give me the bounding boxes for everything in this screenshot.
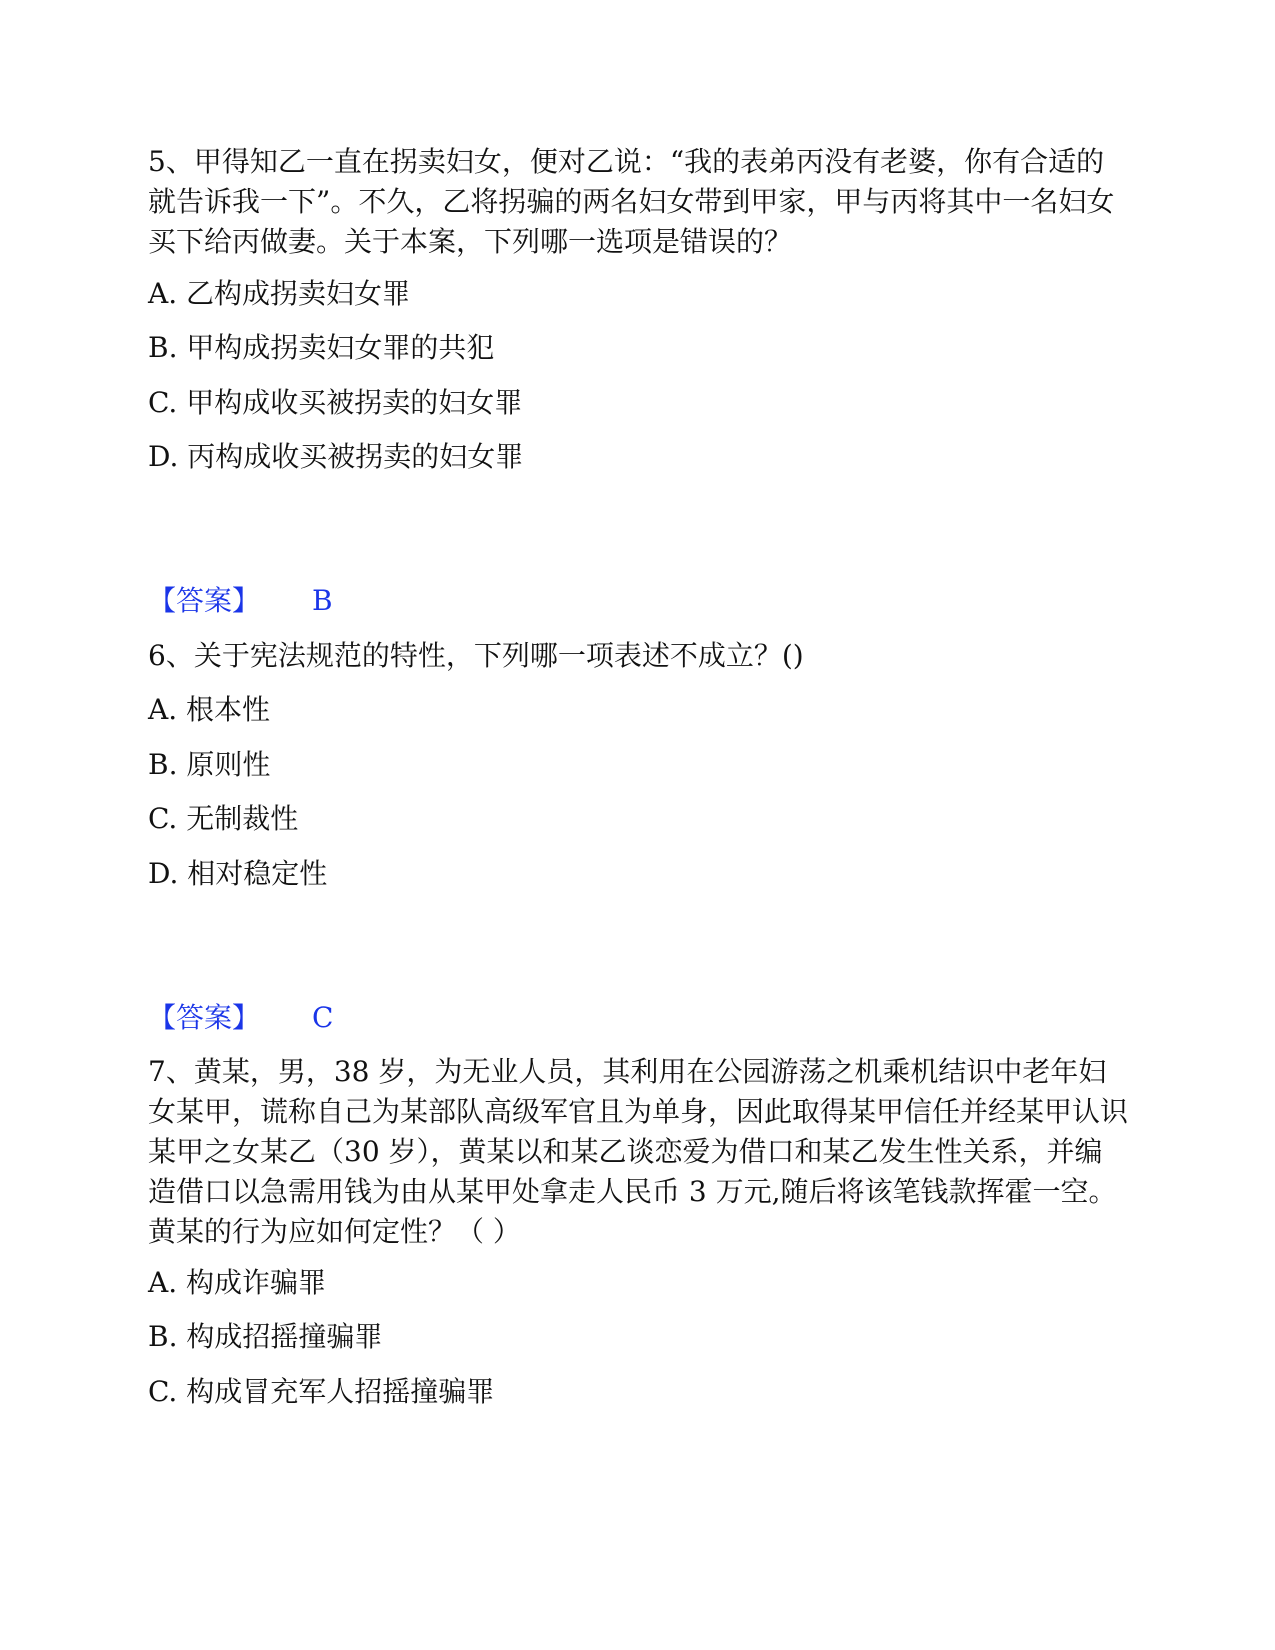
- question-7-stem: 7、黄某，男，38 岁，为无业人员，其利用在公园游荡之机乘机结识中老年妇女某甲，谎称自己为某部队高级军官且为单身，因此取得某甲信任并经某甲认识某甲之女某乙（30 岁），黄某以和某乙谈恋爱为借口和某乙发生性关系，并编造借口以急需用钱为由从某甲处拿走人民币 3 万元,随后将该笔钱款挥霍一空。黄某的行为应如何定性？（ ）: [148, 1055, 1129, 1248]
- question-7-option-c: C. 构成冒充军人招摇撞骗罪: [148, 1375, 495, 1408]
- question-5-option-a: A. 乙构成拐卖妇女罪: [148, 277, 411, 310]
- question-6-stem: 6、关于宪法规范的特性，下列哪一项表述不成立？(): [148, 639, 804, 672]
- question-5-option-b: B. 甲构成拐卖妇女罪的共犯: [148, 331, 495, 364]
- question-5-stem: 5、甲得知乙一直在拐卖妇女，便对乙说：“我的表弟丙没有老婆，你有合适的就告诉我一下”。不久，乙将拐骗的两名妇女带到甲家，甲与丙将其中一名妇女买下给丙做妻。关于本案，下列哪一选项是错误的？: [148, 145, 1115, 258]
- question-6-option-b: B. 原则性: [148, 748, 271, 781]
- answer-value: B: [312, 584, 333, 617]
- answer-label: 【答案】: [148, 1001, 261, 1034]
- question-6-option-d: D. 相对稳定性: [148, 857, 328, 890]
- answer-value: C: [312, 1001, 334, 1034]
- question-7-option-a: A. 构成诈骗罪: [148, 1266, 327, 1299]
- question-5-option-d: D. 丙构成收买被拐卖的妇女罪: [148, 440, 524, 473]
- question-6-answer: [148, 998, 333, 1038]
- question-5-answer: [148, 581, 333, 621]
- question-6-option-c: C. 无制裁性: [148, 802, 299, 835]
- question-7-option-b: B. 构成招摇撞骗罪: [148, 1320, 383, 1353]
- question-6-option-a: A. 根本性: [148, 693, 271, 726]
- answer-label: 【答案】: [148, 584, 261, 617]
- question-5-option-c: C. 甲构成收买被拐卖的妇女罪: [148, 386, 523, 419]
